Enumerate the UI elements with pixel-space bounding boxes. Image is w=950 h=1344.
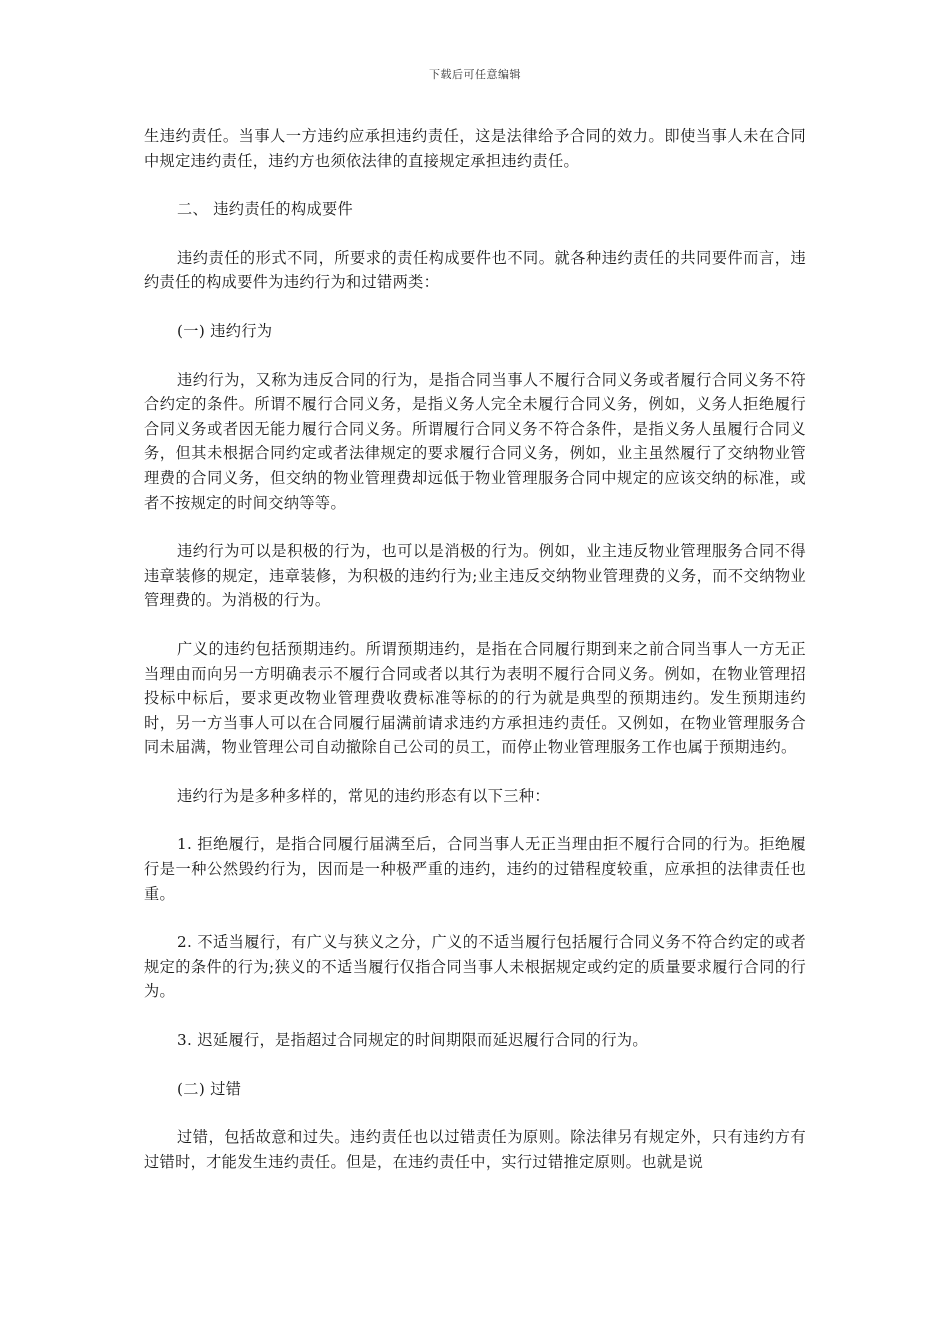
section-heading-2: 二、 违约责任的构成要件 [177, 200, 354, 219]
list-item-delayed-performance: 3. 迟延履行，是指超过合同规定的时间期限而延迟履行合同的行为。 [177, 1031, 648, 1050]
paragraph-anticipatory-breach: 广义的违约包括预期违约。所谓预期违约，是指在合同履行期到来之前合同当事人一方无正当理由而向另一方明确表示不履行合同或者以其行为表明不履行合同义务。例如，在物业管理招投标中标后，要求更改物业管理费收费标准等标的的行为就是典型的预期违约。发生预期违约时，另一方当事人可以在合同履行届满前请求违约方承担违约责任。又例如，在物业管理服务合同未届满，物业管理公司自动撤除自己公司的员工，而停止物业管理服务工作也属于预期违约。 [144, 639, 806, 757]
paragraph-fault: 过错，包括故意和过失。违约责任也以过错责任为原则。除法律另有规定外，只有违约方有过错时，才能发生违约责任。但是，在违约责任中，实行过错推定原则。也就是说 [144, 1128, 806, 1171]
subsection-heading-fault: (二) 过错 [177, 1079, 242, 1098]
page-header: 下载后可任意编辑 [429, 68, 521, 81]
paragraph-breach-forms-intro: 违约行为是多种多样的，常见的违约形态有以下三种： [177, 786, 550, 805]
document-body [144, 124, 806, 1198]
paragraph-breach-act-definition: 违约行为，又称为违反合同的行为，是指合同当事人不履行合同义务或者履行合同义务不符合约定的条件。所谓不履行合同义务，是指义务人完全未履行合同义务，例如，义务人拒绝履行合同义务或者因无能力履行合同义务。所谓履行合同义务不符合条件，是指义务人虽履行合同义务，但其未根据合同约定或者法律规定的要求履行合同义务，例如，业主虽然履行了交纳物业管理费的合同义务，但交纳的物业管理费却远低于物业管理服务合同中规定的应该交纳的标准，或者不按规定的时间交纳等等。 [144, 370, 806, 512]
list-item-improper-performance: 2. 不适当履行，有广义与狭义之分，广义的不适当履行包括履行合同义务不符合约定的或者规定的条件的行为;狭义的不适当履行仅指合同当事人未根据规定或约定的质量要求履行合同的行为。 [144, 933, 806, 1001]
paragraph-requirements-intro: 违约责任的形式不同，所要求的责任构成要件也不同。就各种违约责任的共同要件而言，违约责任的构成要件为违约行为和过错两类： [144, 248, 806, 292]
subsection-heading-breach-act: (一) 违约行为 [177, 321, 273, 340]
list-item-refusal: 1. 拒绝履行，是指合同履行届满至后，合同当事人无正当理由拒不履行合同的行为。拒绝履行是一种公然毁约行为，因而是一种极严重的违约，违约的过错程度较重，应承担的法律责任也重。 [144, 835, 806, 903]
paragraph-continuation: 生违约责任。当事人一方违约应承担违约责任，这是法律给予合同的效力。即使当事人未在合同中规定违约责任，违约方也须依法律的直接规定承担违约责任。 [144, 127, 806, 170]
paragraph-active-passive-breach: 违约行为可以是积极的行为，也可以是消极的行为。例如，业主违反物业管理服务合同不得违章装修的规定，违章装修，为积极的违约行为;业主违反交纳物业管理费的义务，而不交纳物业管理费的。为消极的行为。 [144, 542, 806, 610]
